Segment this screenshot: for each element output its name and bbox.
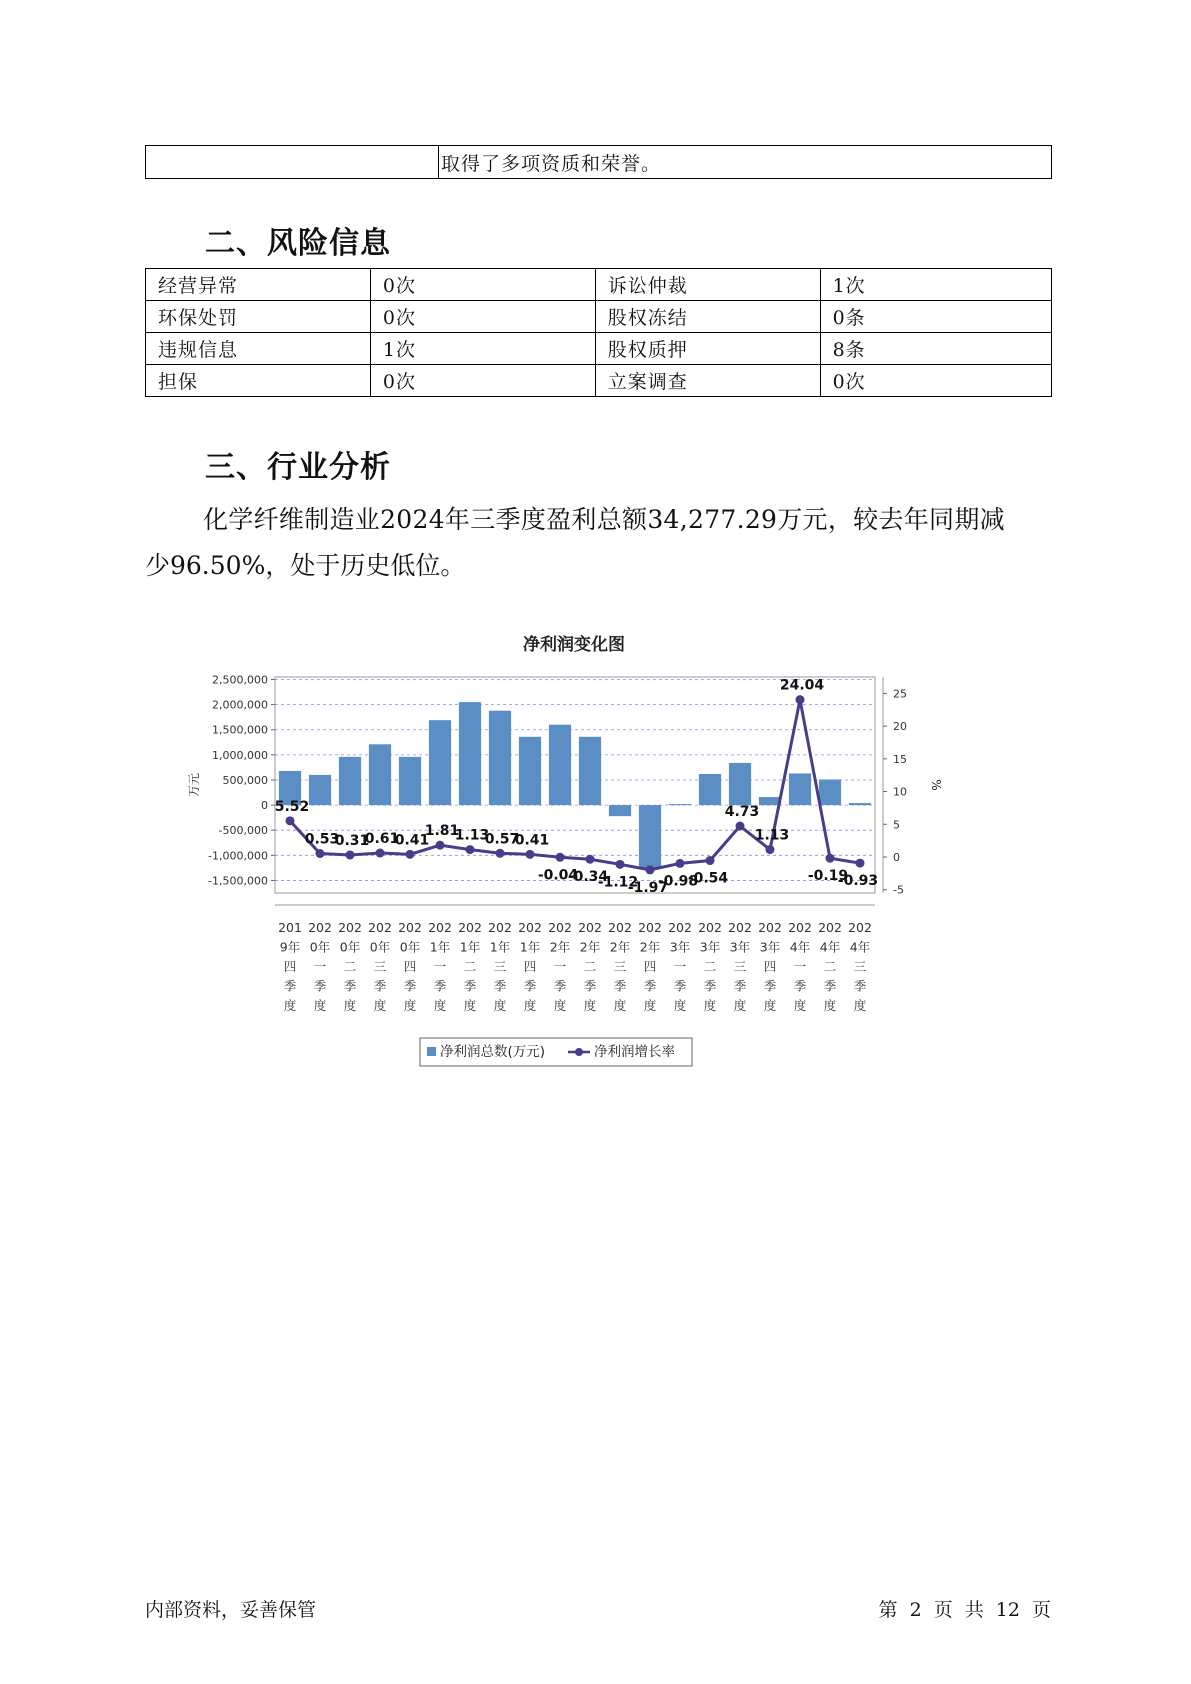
risk-value-cell: 0次 [370, 301, 595, 333]
paragraph-line: 少96.50%，处于历史低位。 [145, 551, 466, 580]
x-tick-label: 季 [703, 978, 717, 994]
x-tick-label: 三 [733, 959, 747, 974]
x-tick-label: 三 [613, 959, 627, 974]
growth-point [736, 822, 745, 831]
growth-point [586, 855, 595, 864]
y-tick-label-right: -5 [893, 883, 904, 897]
table-row [146, 269, 1052, 301]
x-tick-label: 季 [853, 978, 867, 994]
x-tick-label: 季 [673, 978, 687, 994]
y-tick-label-right: 10 [893, 785, 907, 799]
x-tick-label: 四 [403, 959, 417, 974]
x-tick-label: 0年 [399, 939, 421, 955]
growth-point [616, 860, 625, 869]
section-heading-industry: 三、行业分析 [205, 450, 391, 485]
x-tick-label: 202 [518, 920, 542, 935]
risk-label-cell: 股权冻结 [595, 301, 820, 333]
x-tick-label: 度 [613, 998, 627, 1013]
bar [609, 805, 631, 816]
growth-point [826, 854, 835, 863]
legend-label-bar: 净利润总数(万元) [440, 1044, 546, 1060]
growth-data-label: -0.98 [657, 873, 699, 890]
x-tick-label: 度 [703, 998, 717, 1013]
x-tick-label: 1年 [519, 939, 541, 955]
x-tick-label: 一 [793, 959, 807, 974]
growth-point [796, 695, 805, 704]
x-tick-label: 202 [548, 920, 572, 935]
growth-point [526, 850, 535, 859]
table-row [146, 365, 1052, 397]
y-axis-label-right: % [929, 779, 943, 791]
x-tick-label: 季 [433, 978, 447, 994]
growth-point [646, 865, 655, 874]
x-tick-label: 1年 [429, 939, 451, 955]
growth-point [466, 845, 475, 854]
risk-label-cell: 股权质押 [595, 333, 820, 365]
x-tick-label: 度 [793, 998, 807, 1013]
growth-data-label: 5.52 [274, 798, 310, 815]
bar [429, 720, 451, 805]
y-tick-label-right: 15 [893, 752, 907, 766]
x-tick-label: 一 [433, 959, 447, 974]
bar [399, 757, 421, 805]
x-tick-label: 二 [703, 959, 717, 974]
growth-data-label: 0.41 [394, 832, 430, 849]
x-tick-label: 度 [853, 998, 867, 1013]
x-tick-label: 202 [698, 920, 722, 935]
x-tick-label: 季 [463, 978, 477, 994]
x-tick-label: 2年 [609, 939, 631, 955]
x-tick-label: 季 [553, 978, 567, 994]
x-tick-label: 季 [583, 978, 597, 994]
x-tick-label: 202 [788, 920, 812, 935]
x-tick-label: 0年 [339, 939, 361, 955]
x-tick-label: 四 [283, 959, 297, 974]
table-row [146, 333, 1052, 365]
footer-confidential: 内部资料，妥善保管 [145, 1599, 317, 1621]
growth-point [556, 853, 565, 862]
growth-data-label: 1.81 [424, 823, 460, 840]
legend-swatch-point [575, 1048, 583, 1056]
y-tick-label-left: 500,000 [222, 773, 268, 787]
x-tick-label: 季 [823, 978, 837, 994]
y-tick-label-left: 0 [261, 799, 268, 813]
risk-value-cell: 0条 [820, 301, 1051, 333]
growth-point [436, 841, 445, 850]
x-tick-label: 度 [343, 998, 357, 1013]
x-tick-label: 202 [608, 920, 632, 935]
risk-label-cell: 环保处罚 [146, 301, 371, 333]
table-row [146, 146, 1052, 179]
x-tick-label: 3年 [699, 939, 721, 955]
bar [489, 711, 511, 805]
x-tick-label: 2年 [639, 939, 661, 955]
growth-point [676, 859, 685, 868]
x-tick-label: 202 [758, 920, 782, 935]
x-tick-label: 202 [818, 920, 842, 935]
x-tick-label: 度 [373, 998, 387, 1013]
x-tick-label: 季 [313, 978, 327, 994]
x-tick-label: 四 [763, 959, 777, 974]
bar [339, 757, 361, 805]
risk-value-cell: 1次 [820, 269, 1051, 301]
x-tick-label: 1年 [489, 939, 511, 955]
bar [519, 737, 541, 805]
x-tick-label: 季 [493, 978, 507, 994]
x-tick-label: 度 [433, 998, 447, 1013]
x-tick-label: 季 [343, 978, 357, 994]
legend-swatch-bar [427, 1047, 436, 1056]
x-tick-label: 度 [403, 998, 417, 1013]
x-tick-label: 一 [553, 959, 567, 974]
y-axis-label-left: 万元 [187, 772, 201, 798]
table-cell-empty [146, 146, 439, 179]
risk-label-cell: 诉讼仲裁 [595, 269, 820, 301]
growth-data-label: 24.04 [779, 677, 825, 694]
x-tick-label: 三 [853, 959, 867, 974]
growth-data-label: 1.13 [754, 827, 790, 844]
bar [369, 744, 391, 805]
x-tick-label: 202 [398, 920, 422, 935]
growth-data-label: -1.12 [597, 874, 639, 891]
x-tick-label: 202 [338, 920, 362, 935]
x-tick-label: 三 [373, 959, 387, 974]
bar [789, 773, 811, 805]
y-tick-label-left: 1,500,000 [212, 723, 268, 737]
risk-label-cell: 立案调查 [595, 365, 820, 397]
x-tick-label: 季 [613, 978, 627, 994]
x-tick-label: 201 [278, 920, 302, 935]
x-tick-label: 度 [673, 998, 687, 1013]
industry-paragraph [145, 497, 1057, 589]
x-tick-label: 度 [763, 998, 777, 1013]
risk-info-table [145, 268, 1052, 397]
bar [669, 804, 691, 805]
bar [549, 725, 571, 805]
growth-point [286, 816, 295, 825]
footer-page-number: 第 2 页 共 12 页 [878, 1599, 1051, 1621]
growth-point [376, 849, 385, 858]
x-tick-label: 季 [793, 978, 807, 994]
company-info-table [145, 145, 1052, 179]
x-tick-label: 度 [523, 998, 537, 1013]
x-tick-label: 季 [643, 978, 657, 994]
growth-point [406, 850, 415, 859]
growth-data-label: 0.57 [484, 831, 520, 848]
risk-value-cell: 0次 [370, 269, 595, 301]
growth-data-label: 0.31 [334, 832, 370, 849]
risk-value-cell: 0次 [370, 365, 595, 397]
x-tick-label: 202 [728, 920, 752, 935]
chart-title: 净利润变化图 [523, 635, 625, 655]
bar [639, 805, 661, 868]
chart-svg [180, 615, 960, 1085]
x-tick-label: 202 [848, 920, 872, 935]
y-tick-label-right: 25 [893, 687, 907, 701]
bar [729, 763, 751, 805]
x-tick-label: 2年 [549, 939, 571, 955]
y-tick-label-left: 1,000,000 [212, 748, 268, 762]
bar [849, 803, 871, 805]
x-tick-label: 202 [428, 920, 452, 935]
risk-value-cell: 0次 [820, 365, 1051, 397]
growth-point [766, 845, 775, 854]
x-tick-label: 一 [313, 959, 327, 974]
x-tick-label: 二 [823, 959, 837, 974]
y-tick-label-right: 5 [893, 818, 900, 832]
growth-data-label: -0.19 [807, 868, 849, 885]
risk-label-cell: 担保 [146, 365, 371, 397]
y-tick-label-left: -500,000 [218, 824, 268, 838]
x-tick-label: 季 [763, 978, 777, 994]
legend-label-line: 净利润增长率 [594, 1044, 675, 1060]
x-tick-label: 202 [638, 920, 662, 935]
x-tick-label: 季 [733, 978, 747, 994]
section-heading-risk: 二、风险信息 [205, 226, 391, 261]
x-tick-label: 四 [523, 959, 537, 974]
x-tick-label: 二 [343, 959, 357, 974]
net-profit-chart [180, 615, 960, 1085]
plot-area [275, 677, 875, 893]
y-tick-label-left: 2,500,000 [212, 673, 268, 687]
x-tick-label: 度 [733, 998, 747, 1013]
growth-data-label: 0.53 [304, 831, 340, 848]
x-tick-label: 二 [463, 959, 477, 974]
growth-data-label: 1.13 [454, 827, 490, 844]
x-tick-label: 202 [488, 920, 512, 935]
x-tick-label: 度 [823, 998, 837, 1013]
y-tick-label-left: 2,000,000 [212, 698, 268, 712]
y-tick-label-right: 20 [893, 720, 907, 734]
growth-data-label: -1.97 [627, 879, 669, 896]
x-tick-label: 季 [283, 978, 297, 994]
growth-data-label: 0.41 [514, 832, 550, 849]
risk-value-cell: 8条 [820, 333, 1051, 365]
risk-label-cell: 经营异常 [146, 269, 371, 301]
bar [309, 775, 331, 805]
growth-data-label: -0.04 [537, 867, 579, 884]
y-tick-label-left: -1,000,000 [208, 849, 268, 863]
x-tick-label: 度 [313, 998, 327, 1013]
x-tick-label: 202 [308, 920, 332, 935]
growth-data-label: -0.54 [687, 870, 729, 887]
x-tick-label: 季 [523, 978, 537, 994]
table-row [146, 301, 1052, 333]
x-tick-label: 度 [493, 998, 507, 1013]
bar [699, 774, 721, 805]
table-cell: 取得了多项资质和荣誉。 [439, 146, 1052, 179]
x-tick-label: 202 [578, 920, 602, 935]
x-tick-label: 2年 [579, 939, 601, 955]
x-tick-label: 4年 [819, 939, 841, 955]
y-tick-label-right: 0 [893, 851, 900, 864]
x-tick-label: 1年 [459, 939, 481, 955]
growth-point [496, 849, 505, 858]
risk-value-cell: 1次 [370, 333, 595, 365]
x-tick-label: 9年 [279, 939, 301, 955]
x-tick-label: 202 [458, 920, 482, 935]
x-tick-label: 3年 [759, 939, 781, 955]
paragraph-line: 化学纤维制造业2024年三季度盈利总额34,277.29万元，较去年同期减 [203, 505, 1005, 534]
x-tick-label: 二 [583, 959, 597, 974]
growth-data-label: 4.73 [724, 804, 760, 821]
bar [819, 779, 841, 805]
growth-point [316, 849, 325, 858]
x-tick-label: 度 [283, 998, 297, 1013]
x-tick-label: 4年 [849, 939, 871, 955]
growth-data-label: -0.34 [567, 869, 609, 886]
growth-point [706, 856, 715, 865]
x-tick-label: 3年 [729, 939, 751, 955]
growth-point [346, 850, 355, 859]
x-tick-label: 4年 [789, 939, 811, 955]
x-tick-label: 季 [373, 978, 387, 994]
growth-data-label: 0.61 [364, 831, 400, 848]
x-tick-label: 0年 [369, 939, 391, 955]
x-tick-label: 三 [493, 959, 507, 974]
x-tick-label: 度 [553, 998, 567, 1013]
x-tick-label: 0年 [309, 939, 331, 955]
x-tick-label: 一 [673, 959, 687, 974]
x-tick-label: 度 [463, 998, 477, 1013]
x-tick-label: 202 [368, 920, 392, 935]
risk-label-cell: 违规信息 [146, 333, 371, 365]
x-tick-label: 度 [583, 998, 597, 1013]
x-tick-label: 四 [643, 959, 657, 974]
x-tick-label: 202 [668, 920, 692, 935]
growth-data-label: -0.93 [837, 873, 879, 890]
x-tick-label: 季 [403, 978, 417, 994]
bar [459, 702, 481, 805]
growth-point [856, 859, 865, 868]
bar [579, 737, 601, 805]
y-tick-label-left: -1,500,000 [208, 874, 268, 888]
x-tick-label: 度 [643, 998, 657, 1013]
x-tick-label: 3年 [669, 939, 691, 955]
